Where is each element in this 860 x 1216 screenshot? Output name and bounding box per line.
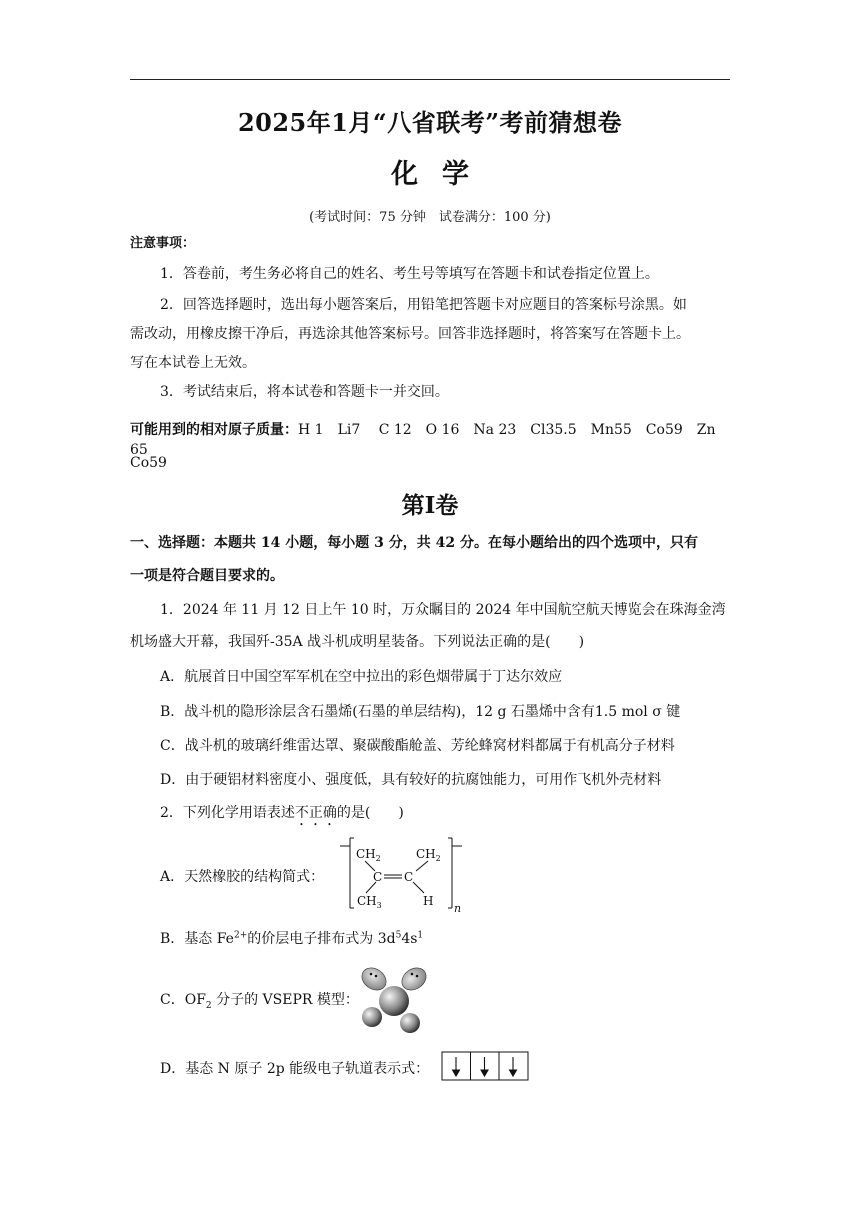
q2-b-mid: 的价层电子排布式为 3d <box>247 931 396 947</box>
q1-option-c: C．战斗机的玻璃纤维雷达罩、聚碳酸酯舱盖、芳纶蜂窝材料都属于有机高分子材料 <box>160 738 675 754</box>
q1-option-b: B．战斗机的隐形涂层含石墨烯(石墨的单层结构)，12 g 石墨烯中含有1.5 mol σ 键 <box>160 704 681 720</box>
notice-item-3: 3．考试结束后，将本试卷和答题卡一并交回。 <box>160 384 449 400</box>
q2-option-d: D．基态 N 原子 2p 能级电子轨道表示式： <box>160 1061 430 1077</box>
atomic-mass-values: H 1 Li7 C 12 O 16 Na 23 Cl35.5 Mn55 Co59 Zn 65 <box>130 422 716 458</box>
notice-item-1: 1．答卷前，考生务必将自己的姓名、考生号等填写在答题卡和试卷指定位置上。 <box>160 266 659 282</box>
q2-stem-emphasis: 不正确 <box>294 805 337 821</box>
q2-c-suffix: 分子的 VSEPR 模型： <box>211 992 359 1008</box>
struct-ch2-right: $CH_2$ <box>416 847 441 863</box>
q2-c-prefix: C．OF <box>160 992 206 1008</box>
q2-option-c <box>160 989 359 1011</box>
q2-b-sup-d: 5 <box>395 930 402 941</box>
q2-stem <box>160 802 404 829</box>
struct-c-left: C <box>373 870 383 884</box>
struct-h: H <box>423 894 434 908</box>
top-rule <box>130 79 730 80</box>
notice-item-2-line-1: 2．回答选择题时，选出每小题答案后，用铅笔把答题卡对应题目的答案标号涂黑。如 <box>160 297 687 313</box>
q1-option-d: D．由于硬铝材料密度小、强度低，具有较好的抗腐蚀能力，可用作飞机外壳材料 <box>160 772 662 788</box>
q2-option-b <box>160 928 423 948</box>
q1-stem-2: 机场盛大开幕，我国歼-35A 战斗机成明星装备。下列说法正确的是( ) <box>130 634 585 650</box>
struct-ch3: $CH_3$ <box>357 894 382 910</box>
struct-c-right: C <box>404 870 414 884</box>
atomic-mass-label: 可能用到的相对原子质量： <box>130 422 298 438</box>
orbital-diagram <box>441 1051 529 1081</box>
notice-heading: 注意事项： <box>130 236 196 251</box>
q2-stem-prefix: 2．下列化学用语表述 <box>160 805 295 821</box>
notice-item-2-line-3: 写在本试卷上无效。 <box>130 355 256 371</box>
exam-info: (考试时间：75 分钟 试卷满分：100 分) <box>309 210 551 225</box>
q2-b-prefix: B．基态 Fe <box>160 931 234 947</box>
q2-option-a: A．天然橡胶的结构简式： <box>160 869 325 885</box>
q1-stem-1: 1．2024 年 11 月 12 日上午 10 时，万众瞩目的 2024 年中国航空航天博览会在珠海金湾 <box>160 602 726 618</box>
natural-rubber-structure <box>340 832 470 916</box>
struct-n: n <box>454 902 462 915</box>
struct-ch2-left: $CH_2$ <box>356 847 381 863</box>
q2-b-mid2: 4s <box>401 931 418 947</box>
q1-option-a: A．航展首日中国空军军机在空中拉出的彩色烟带属于丁达尔效应 <box>160 669 563 685</box>
q2-b-charge: 2+ <box>233 930 248 941</box>
section-instruction-2: 一项是符合题目要求的。 <box>130 568 284 584</box>
atomic-mass-line-2: Co59 <box>130 455 167 471</box>
subject-title: 化学 <box>391 159 493 190</box>
section-title: 第Ⅰ卷 <box>401 492 459 519</box>
notice-item-2-line-2: 需改动，用橡皮擦干净后，再选涂其他答案标号。回答非选择题时，将答案写在答题卡上。 <box>130 326 690 342</box>
q2-c-sub: 2 <box>205 1000 212 1011</box>
vsepr-model-image <box>352 963 438 1035</box>
q2-b-sup-s: 1 <box>417 930 424 941</box>
exam-title: 2025年1月“八省联考”考前猜想卷 <box>237 108 623 137</box>
section-instruction-1: 一、选择题：本题共 14 小题，每小题 3 分，共 42 分。在每小题给出的四个选项中，只有 <box>130 535 698 551</box>
q2-stem-suffix: 的是( ) <box>336 805 404 821</box>
